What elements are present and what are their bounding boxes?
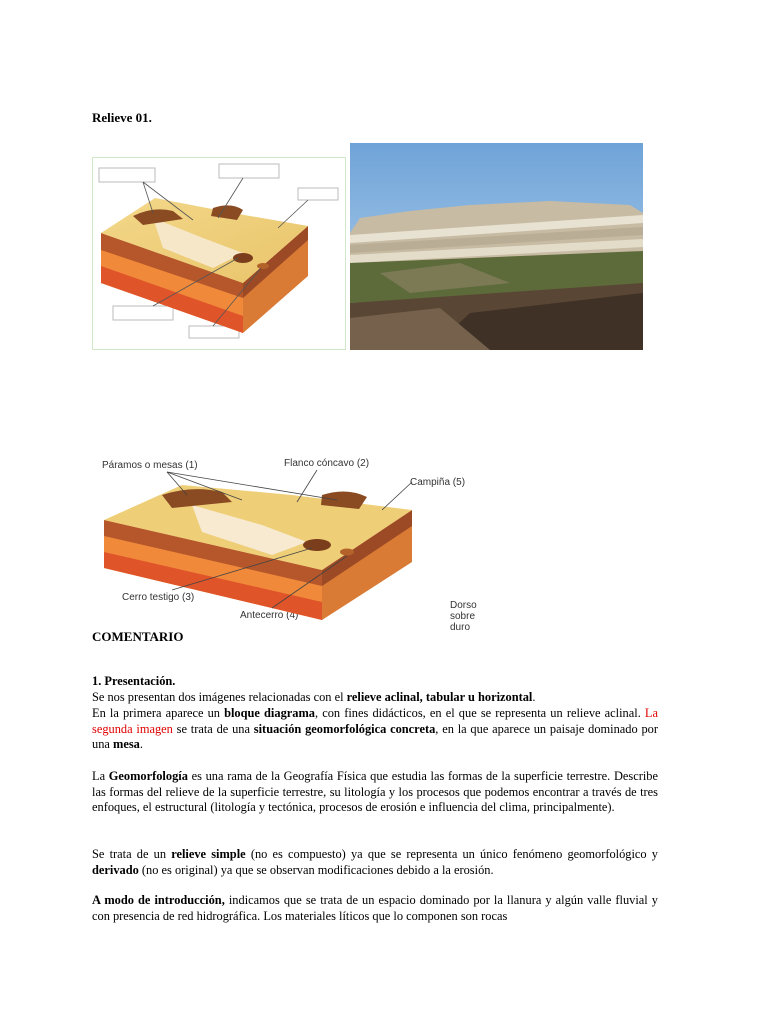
mesa-landscape-photo (350, 143, 643, 350)
paragraph-2: En la primera aparece un bloque diagrama, con fines didácticos, en el que se representa un relieve aclinal. La segunda imagen se trata de una situación geomorfológica concreta, en la que aparece un paisaje dominado por una mesa. (92, 706, 659, 752)
page-title: Relieve 01. (92, 110, 152, 125)
label-dorso-1: Dorso (450, 600, 477, 611)
label-campina: Campiña (5) (410, 477, 466, 488)
paragraph-3: La Geomorfología es una rama de la Geografía Física que estudia las formas de la superficie terrestre. Describe las formas del relieve de la superficie terrestre, su litología y los procesos que podemos encontrar a través de tres enfoques, el estructural (litología y tectónica, procesos de erosión e influencia del clima, principalmente). (92, 769, 658, 815)
label-dorso-2: sobre (450, 611, 476, 622)
block-diagram-labeled (92, 450, 492, 635)
comentario-heading: COMENTARIO (92, 629, 184, 644)
block-diagram-unlabeled (92, 157, 346, 350)
label-paramos: Páramos o mesas (1) (102, 460, 198, 471)
label-cerro: Cerro testigo (3) (122, 592, 195, 603)
label-flanco: Flanco cóncavo (2) (284, 458, 370, 469)
label-dorso-3: duro (450, 622, 471, 633)
paragraph-1: Se nos presentan dos imágenes relacionadas con el relieve aclinal, tabular u horizontal. (92, 690, 536, 704)
label-antecerro: Antecerro (4) (240, 610, 299, 621)
paragraph-4: Se trata de un relieve simple (no es compuesto) ya que se representa un único fenómeno geomorfológico y derivado (no es original) ya que se observan modificaciones debido a la erosión. (92, 847, 658, 877)
section-1-heading: 1. Presentación. (92, 674, 176, 688)
paragraph-5: A modo de introducción, indicamos que se trata de un espacio dominado por la llanura y algún valle fluvial y con presencia de red hidrográfica. Los materiales líticos que lo componen son rocas (92, 893, 658, 923)
